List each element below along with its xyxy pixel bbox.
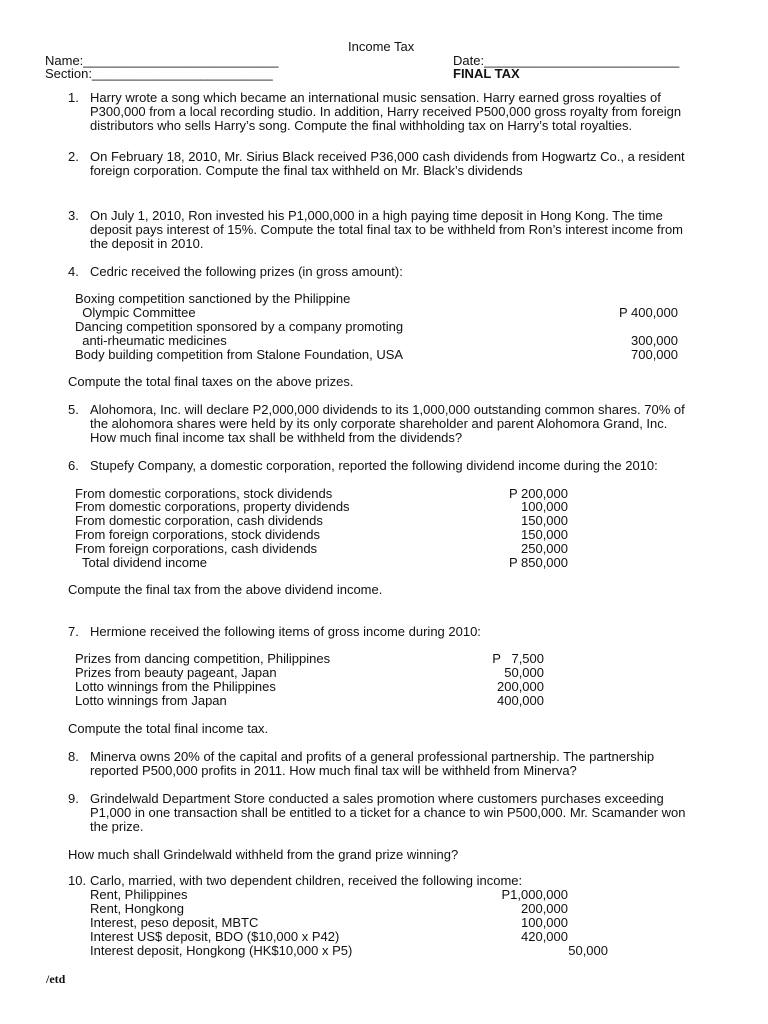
prize-label: Dancing competition sponsored by a company promoting: [75, 319, 404, 334]
question-8: [90, 750, 730, 778]
question-number: 4.: [68, 264, 79, 279]
prize-amount: P 400,000: [618, 305, 678, 320]
question-text-line: Harry wrote a song which became an international music sensation. Harry earned gross royalties of: [90, 90, 661, 105]
question-number: 5.: [68, 402, 79, 417]
question-text-line: On February 18, 2010, Mr. Sirius Black received P36,000 cash dividends from Hogwartz Co., a resident: [90, 149, 685, 164]
carlo-income-label: Interest US$ deposit, BDO ($10,000 x P42): [90, 929, 340, 944]
question-text-line: the alohomora shares were held by its only corporate shareholder and parent Alohomora Grand, Inc.: [90, 416, 668, 431]
question-number: 6.: [68, 458, 79, 473]
question-2: [90, 150, 730, 178]
dividend-amount: 150,000: [521, 527, 568, 542]
question-number: 7.: [68, 624, 79, 639]
question-9-prompt: How much shall Grindelwald withheld from the grand prize winning?: [68, 847, 459, 862]
date-field-label: Date:___________________________: [453, 53, 680, 68]
question-number: 3.: [68, 208, 79, 223]
dividend-amount: 100,000: [521, 499, 568, 514]
question-text-line: Grindelwald Department Store conducted a sales promotion where customers purchases exceeding: [90, 791, 664, 806]
question-4-prompt: Compute the total final taxes on the above prizes.: [68, 374, 354, 389]
name-field-label: Name:___________________________: [45, 53, 279, 68]
question-text-line: On July 1, 2010, Ron invested his P1,000,000 in a high paying time deposit in Hong Kong. The time: [90, 208, 663, 223]
carlo-income-amount: 50,000: [568, 943, 608, 958]
question-number: 10.: [68, 873, 87, 888]
carlo-income-label: Interest, peso deposit, MBTC: [90, 915, 259, 930]
question-number: 9.: [68, 791, 79, 806]
dividend-label: From domestic corporation, cash dividends: [75, 513, 323, 528]
question-1: [90, 91, 730, 133]
question-5: [90, 403, 730, 445]
dividend-amount: P 200,000: [508, 486, 568, 501]
section-field-label: Section:_________________________: [45, 66, 273, 81]
question-text-line: distributors who sells Harry’s song. Compute the final withholding tax on Harry’s total royalties.: [90, 118, 633, 133]
income-amount: 400,000: [497, 693, 544, 708]
carlo-income-label: Interest deposit, Hongkong (HK$10,000 x P5): [90, 943, 353, 958]
carlo-income-label: Rent, Hongkong: [90, 901, 184, 916]
question-text-line: Alohomora, Inc. will declare P2,000,000 dividends to its 1,000,000 outstanding common shares. 70% of: [90, 402, 685, 417]
question-10-intro: Carlo, married, with two dependent children, received the following income:: [90, 873, 523, 888]
prize-amount: 700,000: [631, 347, 678, 362]
question-number: 1.: [68, 90, 79, 105]
question-9: [90, 792, 730, 834]
question-text-line: P300,000 from a local recording studio. In addition, Harry received P500,000 gross royalty from foreign: [90, 104, 682, 119]
question-7-prompt: Compute the total final income tax.: [68, 721, 269, 736]
carlo-income-amount: P1,000,000: [501, 887, 568, 902]
carlo-income-amount: 200,000: [521, 901, 568, 916]
income-label: Lotto winnings from the Philippines: [75, 679, 276, 694]
question-6-intro: Stupefy Company, a domestic corporation, reported the following dividend income during the 2010:: [90, 458, 658, 473]
section-subject: FINAL TAX: [453, 66, 520, 81]
dividend-label: From foreign corporations, stock dividends: [75, 527, 320, 542]
page-title: Income Tax: [348, 39, 415, 54]
dividend-amount: 250,000: [521, 541, 568, 556]
carlo-income-amount: 420,000: [521, 929, 568, 944]
question-text-line: P1,000 in one transaction shall be entitled to a ticket for a chance to win P500,000. Mr. Scamander won: [90, 805, 686, 820]
income-amount: 50,000: [504, 665, 544, 680]
dividend-total-amount: P 850,000: [508, 555, 568, 570]
carlo-income-amount: 100,000: [521, 915, 568, 930]
prize-label: Olympic Committee: [75, 305, 196, 320]
question-text-line: reported P500,000 profits in 2011. How much final tax will be withheld from Minerva?: [90, 763, 577, 778]
question-text-line: foreign corporation. Compute the final tax withheld on Mr. Black’s dividends: [90, 163, 523, 178]
question-7-intro: Hermione received the following items of gross income during 2010:: [90, 624, 481, 639]
question-text-line: How much final income tax shall be withheld from the dividends?: [90, 430, 463, 445]
carlo-income-label: Rent, Philippines: [90, 887, 188, 902]
question-number: 2.: [68, 149, 79, 164]
question-3: [90, 209, 730, 251]
dividend-label: From domestic corporations, stock dividends: [75, 486, 333, 501]
footer-mark: /etd: [46, 972, 66, 986]
prize-label: anti-rheumatic medicines: [75, 333, 227, 348]
income-label: Prizes from dancing competition, Philippines: [75, 651, 331, 666]
question-text-line: Minerva owns 20% of the capital and profits of a general professional partnership. The partnership: [90, 749, 655, 764]
income-amount: 200,000: [497, 679, 544, 694]
question-6-prompt: Compute the final tax from the above dividend income.: [68, 582, 383, 597]
prize-label: Body building competition from Stalone Foundation, USA: [75, 347, 404, 362]
question-text-line: the prize.: [90, 819, 144, 834]
question-number: 8.: [68, 749, 79, 764]
question-text-line: the deposit in 2010.: [90, 236, 204, 251]
dividend-label: From foreign corporations, cash dividends: [75, 541, 318, 556]
dividend-amount: 150,000: [521, 513, 568, 528]
question-4-intro: Cedric received the following prizes (in gross amount):: [90, 264, 403, 279]
prize-label: Boxing competition sanctioned by the Philippine: [75, 291, 351, 306]
dividend-label: From domestic corporations, property dividends: [75, 499, 350, 514]
prize-amount: 300,000: [631, 333, 678, 348]
income-amount: P 7,500: [492, 651, 544, 666]
dividend-total-label: Total dividend income: [75, 555, 208, 570]
income-label: Lotto winnings from Japan: [75, 693, 227, 708]
question-text-line: deposit pays interest of 15%. Compute the total final tax to be withheld from Ron’s interest income from: [90, 222, 684, 237]
income-label: Prizes from beauty pageant, Japan: [75, 665, 277, 680]
